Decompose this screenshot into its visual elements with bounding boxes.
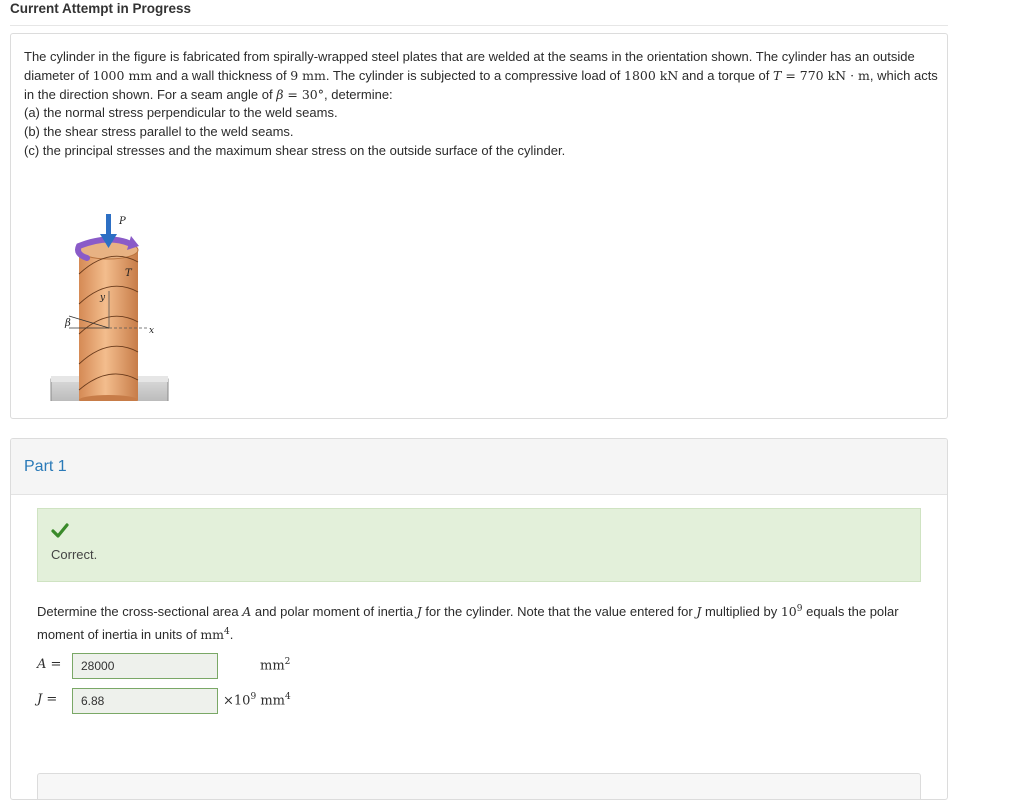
mm-base: mm [200,627,225,643]
j-unit-prefix: ×10 [223,693,251,709]
polar-moment-unit [223,692,291,708]
angle-eq: = 30° [283,86,325,102]
attempt-header [10,0,948,26]
label-p: P [119,216,126,227]
mm-power [200,627,229,642]
diameter-value: 1000 mm [92,67,153,83]
torque-value [773,68,870,83]
angle-value [276,87,324,102]
mm-exp: 4 [224,627,230,638]
var-j: J [696,604,702,620]
area-unit-base: mm [260,658,285,674]
label-t: T [125,268,132,279]
ten-power [781,604,803,619]
area-unit [260,657,290,673]
q-text-segment: and a wall thickness of [152,67,291,83]
part-1-instruction [37,599,927,645]
area-input[interactable] [72,653,218,679]
q-text-segment: , determine: [324,86,393,102]
part-1-header[interactable] [11,439,947,495]
load-arrow-shaft [106,214,111,236]
j-unit-prefix-exp: 9 [250,692,257,702]
j-unit-exp: 4 [284,692,291,702]
question-text [24,48,939,161]
instr-segment: multiplied by [701,604,781,620]
item-c: (c) the principal stresses and the maximum shear stress on the outside surface of the cylinder. [24,142,566,158]
feedback-text: Correct. [51,547,98,562]
torque-eq: = 770 kN · m [781,67,870,83]
item-b: (b) the shear stress parallel to the weld seams. [24,124,294,140]
label-beta: β [65,318,71,329]
j-label: J = [37,692,58,707]
j-unit-base: mm [260,693,285,709]
ten-base: 10 [780,604,797,620]
torque-var: T [773,67,782,83]
question-paragraph [24,48,939,104]
item-a: (a) the normal stress perpendicular to the weld seams. [24,105,338,121]
part-1-title: Part 1 [24,458,67,475]
a-label: A = [37,657,62,672]
angle-var: β [276,86,284,102]
label-x: x [149,326,155,336]
ten-exp: 9 [796,604,803,614]
q-text-segment: The cylinder in the figure is fabricated from spirally-wrapped steel plates that are welded at the seams in the orientation shown. The cylinder has an outside diameter of [24,49,915,83]
correct-feedback [37,508,921,582]
label-y: y [100,293,106,303]
checkmark-icon [51,523,69,539]
instr-segment: . [229,627,234,643]
instr-segment: Determine the cross-sectional area [37,604,243,620]
attempt-title: Current Attempt in Progress [10,1,192,16]
q-text-segment: , which acts in the direction shown. For a seam angle of [24,67,938,102]
part-1-card [10,438,948,800]
area-unit-exp: 2 [284,657,291,667]
thickness-value: 9 mm [290,67,326,83]
var-a: A [242,604,252,620]
question-card [10,33,948,419]
instr-segment: and polar moment of inertia [251,604,417,620]
var-j: J [416,604,422,620]
instr-segment: for the cylinder. Note that the value entered for [421,604,697,620]
q-text-segment: . The cylinder is subjected to a compressive load of [325,67,625,83]
load-value: 1800 kN [624,67,679,83]
polar-moment-input[interactable] [72,688,218,714]
instr-segment: equals the polar moment of inertia in units of [37,604,899,643]
cylinder-figure [39,176,179,401]
q-text-segment: and a torque of [678,67,773,83]
